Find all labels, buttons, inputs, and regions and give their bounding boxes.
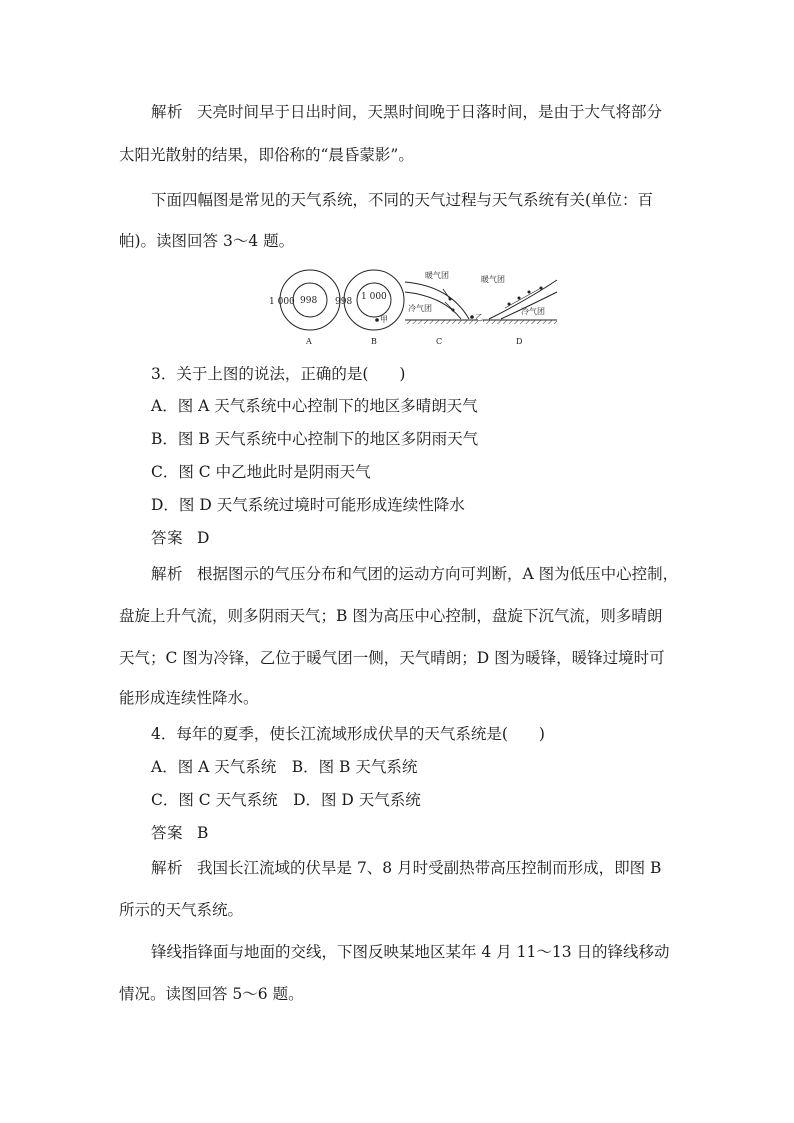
question-3-option: A．图 A 天气系统中心控制下的地区多晴朗天气 bbox=[151, 397, 478, 415]
question-3-answer bbox=[151, 526, 209, 548]
air-mass-label: 冷气团 bbox=[521, 307, 545, 316]
question-3-explanation: 盘旋上升气流，则多阴雨天气；B 图为高压中心控制，盘旋下沉气流，则多晴朗 bbox=[119, 607, 663, 625]
point-marker bbox=[470, 315, 474, 319]
figure-a bbox=[269, 270, 340, 346]
question-4-options: C．图 C 天气系统 D．图 D 天气系统 bbox=[151, 791, 421, 809]
question-3-stem: 3．关于上图的说法，正确的是( ) bbox=[151, 365, 406, 383]
air-mass-label: 暖气团 bbox=[481, 275, 505, 284]
figure-d bbox=[481, 274, 557, 346]
answer-value: D bbox=[197, 529, 210, 547]
isobar-label: 998 bbox=[300, 296, 318, 306]
intro-paragraph: 锋线指锋面与地面的交线，下图反映某地区某年 4 月 11～13 日的锋线移动 bbox=[151, 943, 670, 961]
question-4-options: A．图 A 天气系统 B．图 B 天气系统 bbox=[151, 758, 418, 776]
explanation-label: 解析 bbox=[151, 103, 184, 121]
question-4-explanation: 所示的天气系统。 bbox=[119, 901, 244, 919]
figure-caption: A bbox=[306, 337, 312, 346]
explanation-line: 太阳光散射的结果，即俗称的“晨昏蒙影”。 bbox=[119, 146, 414, 164]
explanation-label: 解析 bbox=[151, 859, 184, 877]
figure-caption: B bbox=[371, 337, 377, 346]
question-3-option: C．图 C 中乙地此时是阴雨天气 bbox=[151, 463, 371, 481]
question-4-stem: 4．每年的夏季，使长江流域形成伏旱的天气系统是( ) bbox=[151, 725, 545, 743]
figure-c bbox=[405, 270, 483, 346]
point-label: 甲 bbox=[380, 315, 388, 324]
isobar-label: 1 000 bbox=[269, 297, 295, 307]
explanation-line: 解析 天亮时间早于日出时间，天黑时间晚于日落时间，是由于大气将部分 bbox=[151, 103, 663, 121]
question-3-explanation: 能形成连续性降水。 bbox=[119, 689, 259, 707]
question-3-option: B．图 B 天气系统中心控制下的地区多阴雨天气 bbox=[151, 430, 479, 448]
question-3-option: D．图 D 天气系统过境时可能形成连续性降水 bbox=[151, 496, 465, 514]
answer-label: 答案 bbox=[151, 529, 184, 547]
isobar-label: 998 bbox=[335, 297, 353, 307]
answer-value: B bbox=[197, 824, 209, 842]
weather-systems-figure bbox=[265, 262, 565, 352]
figure-b bbox=[335, 270, 404, 346]
answer-label: 答案 bbox=[151, 824, 184, 842]
question-3-explanation: 天气；C 图为冷锋，乙位于暖气团一侧，天气晴朗；D 图为暖锋，暖锋过境时可 bbox=[119, 649, 665, 667]
air-mass-label: 暖气团 bbox=[425, 271, 449, 280]
question-4-explanation: 解析 我国长江流域的伏旱是 7、8 月时受副热带高压控制而形成，即图 B bbox=[151, 859, 662, 877]
point-label: 乙 bbox=[475, 313, 483, 322]
question-3-explanation: 解析 根据图示的气压分布和气团的运动方向可判断，A 图为低压中心控制， bbox=[151, 565, 679, 583]
intro-paragraph: 情况。读图回答 5～6 题。 bbox=[119, 985, 304, 1003]
point-marker bbox=[375, 318, 379, 322]
air-mass-label: 冷气团 bbox=[408, 304, 432, 313]
figure-caption: D bbox=[516, 337, 523, 346]
explanation-label: 解析 bbox=[151, 565, 184, 583]
question-4-answer bbox=[151, 821, 208, 843]
intro-paragraph: 帕)。读图回答 3～4 题。 bbox=[119, 232, 295, 250]
isobar-label: 1 000 bbox=[361, 292, 387, 302]
intro-paragraph: 下面四幅图是常见的天气系统，不同的天气过程与天气系统有关(单位：百 bbox=[151, 191, 654, 209]
figure-caption: C bbox=[436, 337, 443, 346]
